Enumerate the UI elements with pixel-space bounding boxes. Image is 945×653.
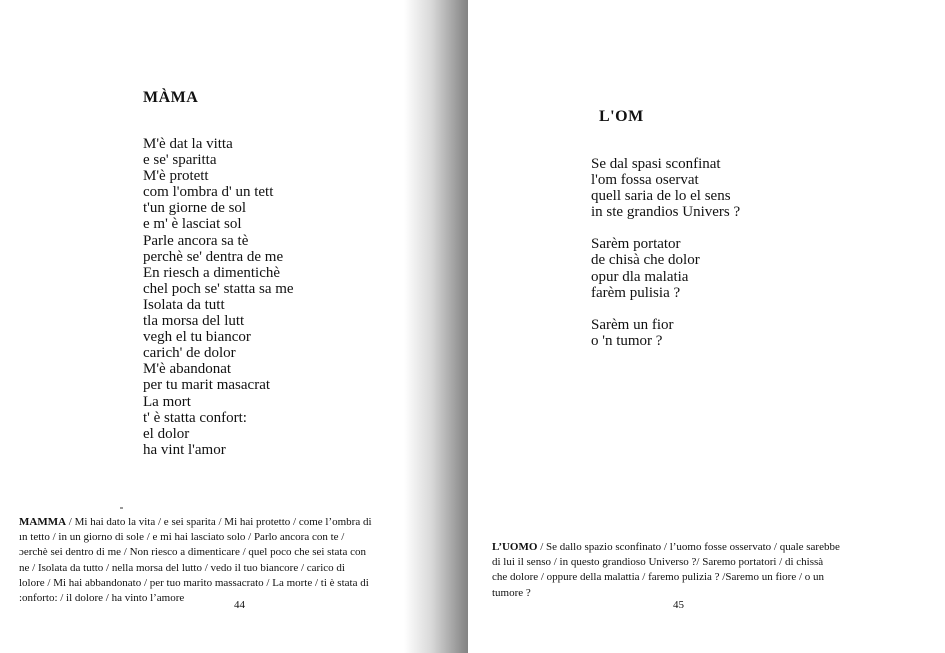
translation-text: / Mi hai dato la vita / e sei sparita / Mi hai protetto / come l’ombra di — [66, 516, 372, 528]
translation-block — [19, 515, 372, 606]
poem-line: e m' è lasciat sol — [143, 216, 242, 233]
poem-body — [591, 156, 740, 349]
poem-line: quell saria de lo el sens — [591, 188, 731, 205]
poem-line: in ste grandios Univers ? — [591, 204, 741, 221]
poem-line: En riesch a dimentichè — [143, 264, 281, 281]
page-number: 45 — [673, 599, 684, 611]
translation-line: ın tetto / in un giorno di sole / e mi hai lasciato solo / Parlo ancora con te / — [19, 531, 345, 544]
poem-line: ha vint l'amor — [143, 441, 226, 458]
poem-line: per tu marit masacrat — [143, 377, 271, 394]
translation-text: / Se dallo spazio sconfinato / l’uomo fosse osservato / quale sarebbe — [537, 541, 840, 553]
poem-line: carich' de dolor — [143, 345, 236, 362]
poem-line: tla morsa del lutt — [143, 313, 245, 330]
translation-heading: MAMMA — [19, 516, 67, 528]
translation-line: lolore / Mi hai abbandonato / per tuo marito massacrato / La morte / ti è stata di — [19, 576, 369, 589]
left-page — [0, 0, 468, 653]
right-page — [468, 0, 945, 653]
poem-line: Isolata da tutt — [143, 296, 225, 313]
poem-title: L'OM — [599, 108, 644, 125]
translation-block — [492, 540, 840, 601]
translation-line — [19, 515, 372, 530]
poem-line: Sarèm portator — [591, 236, 681, 253]
stanza-break — [591, 301, 740, 317]
translation-line: di lui il senso / in questo grandioso Universo ?/ Saremo portatori / di chissà — [492, 556, 824, 569]
stanza-break — [591, 220, 740, 236]
poem-line: M'è dat la vitta — [143, 136, 233, 152]
poem-line: Parle ancora sa tè — [143, 232, 249, 249]
poem-title: MÀMA — [143, 89, 199, 106]
poem-line: l'om fossa oservat — [591, 172, 699, 189]
translation-line: :onforto: / il dolore / ha vinto l’amore — [19, 592, 185, 605]
poem-line: M'è abandonat — [143, 361, 232, 378]
poem-line: com l'ombra d' un tett — [143, 184, 274, 201]
page-number: 44 — [234, 599, 245, 611]
poem-line: o 'n tumor ? — [591, 332, 663, 349]
translation-line: ɔerchè sei dentro di me / Non riesco a dimenticare / quel poco che sei stata con — [19, 546, 366, 559]
poem-line: Se dal spasi sconfinat — [591, 156, 721, 172]
poem-line: farèm pulisia ? — [591, 284, 681, 301]
poem-line: perchè se' dentra de me — [143, 248, 284, 265]
poem-line: el dolor — [143, 425, 190, 442]
poem-body — [143, 136, 294, 458]
translation-line: ne / Isolata da tutto / nella morsa del lutto / vedo il tuo biancore / carico di — [19, 561, 345, 574]
translation-heading: L’UOMO — [492, 541, 538, 553]
print-speck — [120, 507, 123, 509]
poem-line: t' è statta confort: — [143, 409, 247, 426]
poem-line: M'è protett — [143, 168, 209, 185]
poem-line: t'un giorne de sol — [143, 200, 247, 217]
poem-line: Sarèm un fior — [591, 316, 674, 333]
translation-line: che dolore / oppure della malattia / faremo pulizia ? /Saremo un fiore / o un — [492, 571, 825, 584]
poem-line: de chisà che dolor — [591, 252, 700, 269]
poem-line: vegh el tu biancor — [143, 329, 251, 346]
poem-line: chel poch se' statta sa me — [143, 280, 294, 297]
poem-line: e se' sparitta — [143, 152, 217, 169]
translation-line — [492, 540, 840, 555]
translation-line: tumore ? — [492, 586, 531, 599]
poem-line: opur dla malatia — [591, 268, 689, 285]
poem-line: La mort — [143, 393, 191, 410]
